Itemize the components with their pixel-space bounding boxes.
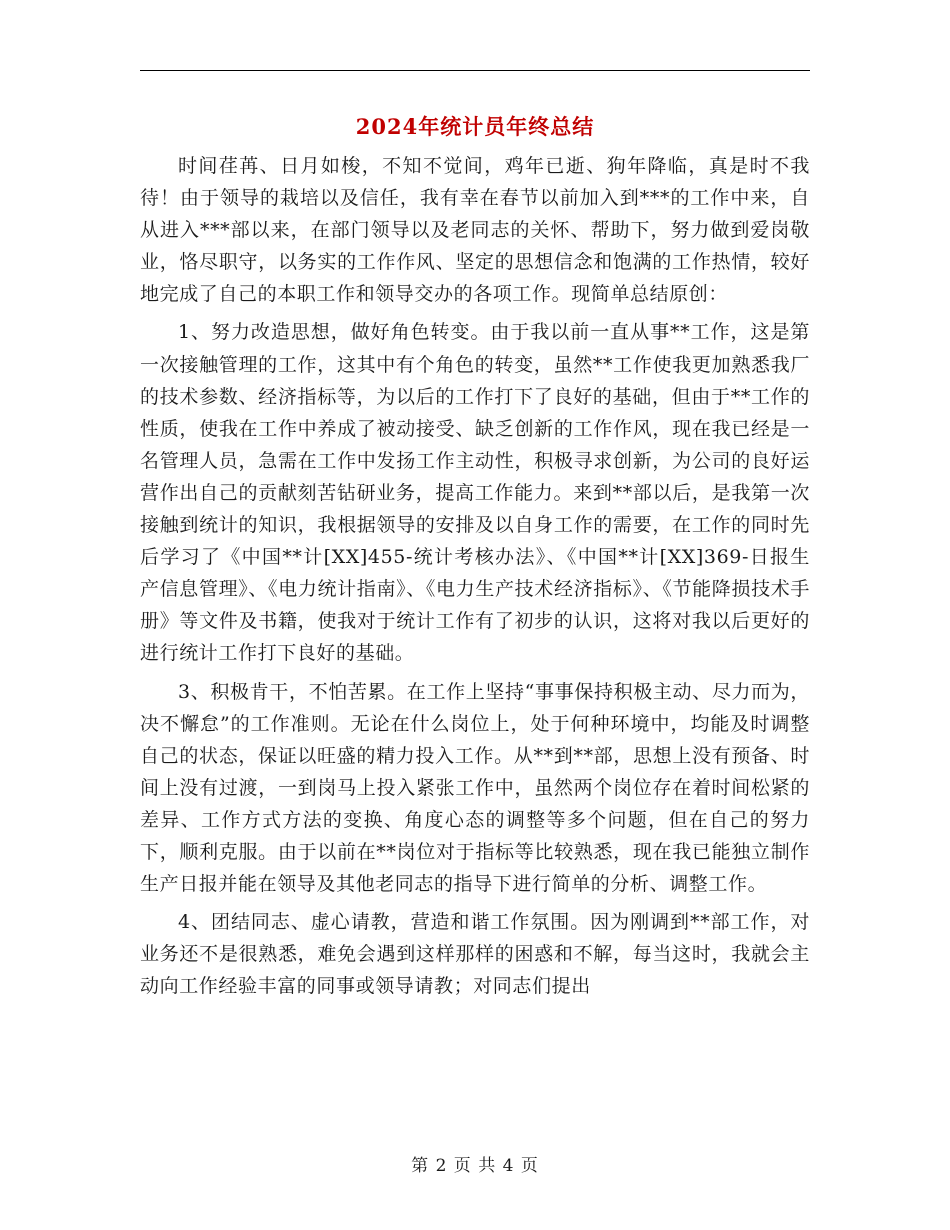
page-footer: 第 2 页 共 4 页 [411, 1156, 539, 1176]
paragraph-item-1: 1、努力改造思想，做好角色转变。由于我以前一直从事**工作，这是第一次接触管理的工作，这其中有个角色的转变，虽然**工作使我更加熟悉我厂的技术参数、经济指标等，为以后的工作打下了良好的基础，但由于**工作的性质，使我在工作中养成了被动接受、缺乏创新的工作作风，现在我已经是一名管理人员，急需在工作中发扬工作主动性，积极寻求创新，为公司的良好运营作出自己的贡献刻苦钻研业务，提高工作能力。来到**部以后，是我第一次接触到统计的知识，我根据领导的安排及以自身工作的需要，在工作的同时先后学习了《中国**计[XX]455-统计考核办法》、《中国**计[XX]369-日报生产信息管理》、《电力统计指南》、《电力生产技术经济指标》、《节能降损技术手册》等文件及书籍，使我对于统计工作有了初步的认识，这将对我以后更好的进行统计工作打下良好的基础。 [140, 321, 810, 665]
document-title: 2024年统计员年终总结 [355, 114, 595, 139]
paragraph-item-3: 3、积极肯干，不怕苦累。在工作上坚持“事事保持积极主动、尽力而为，决不懈怠”的工作准则。无论在什么岗位上，处于何种环境中，均能及时调整自己的状态，保证以旺盛的精力投入工作。从**到**部，思想上没有预备、时间上没有过渡，一到岗马上投入紧张工作中，虽然两个岗位存在着时间松紧的差异、工作方式方法的变换、角度心态的调整等多个问题，但在自己的努力下，顺利克服。由于以前在**岗位对于指标等比较熟悉，现在我已能独立制作生产日报并能在领导及其他老同志的指导下进行简单的分析、调整工作。 [140, 680, 810, 896]
header-rule [140, 70, 810, 71]
paragraph-intro: 时间荏苒、日月如梭，不知不觉间，鸡年已逝、狗年降临，真是时不我待！由于领导的栽培以及信任，我有幸在春节以前加入到***的工作中来，自从进入***部以来，在部门领导以及老同志的关怀、帮助下，努力做到爱岗敬业，恪尽职守，以务实的工作作风、坚定的思想信念和饱满的工作热情，较好地完成了自己的本职工作和领导交办的各项工作。现简单总结原创： [140, 155, 810, 306]
paragraph-item-4: 4、团结同志、虚心请教，营造和谐工作氛围。因为刚调到**部工作，对业务还不是很熟悉，难免会遇到这样那样的困惑和不解，每当这时，我就会主动向工作经验丰富的同事或领导请教；对同志们提出 [140, 911, 810, 998]
document-body [140, 150, 810, 1008]
